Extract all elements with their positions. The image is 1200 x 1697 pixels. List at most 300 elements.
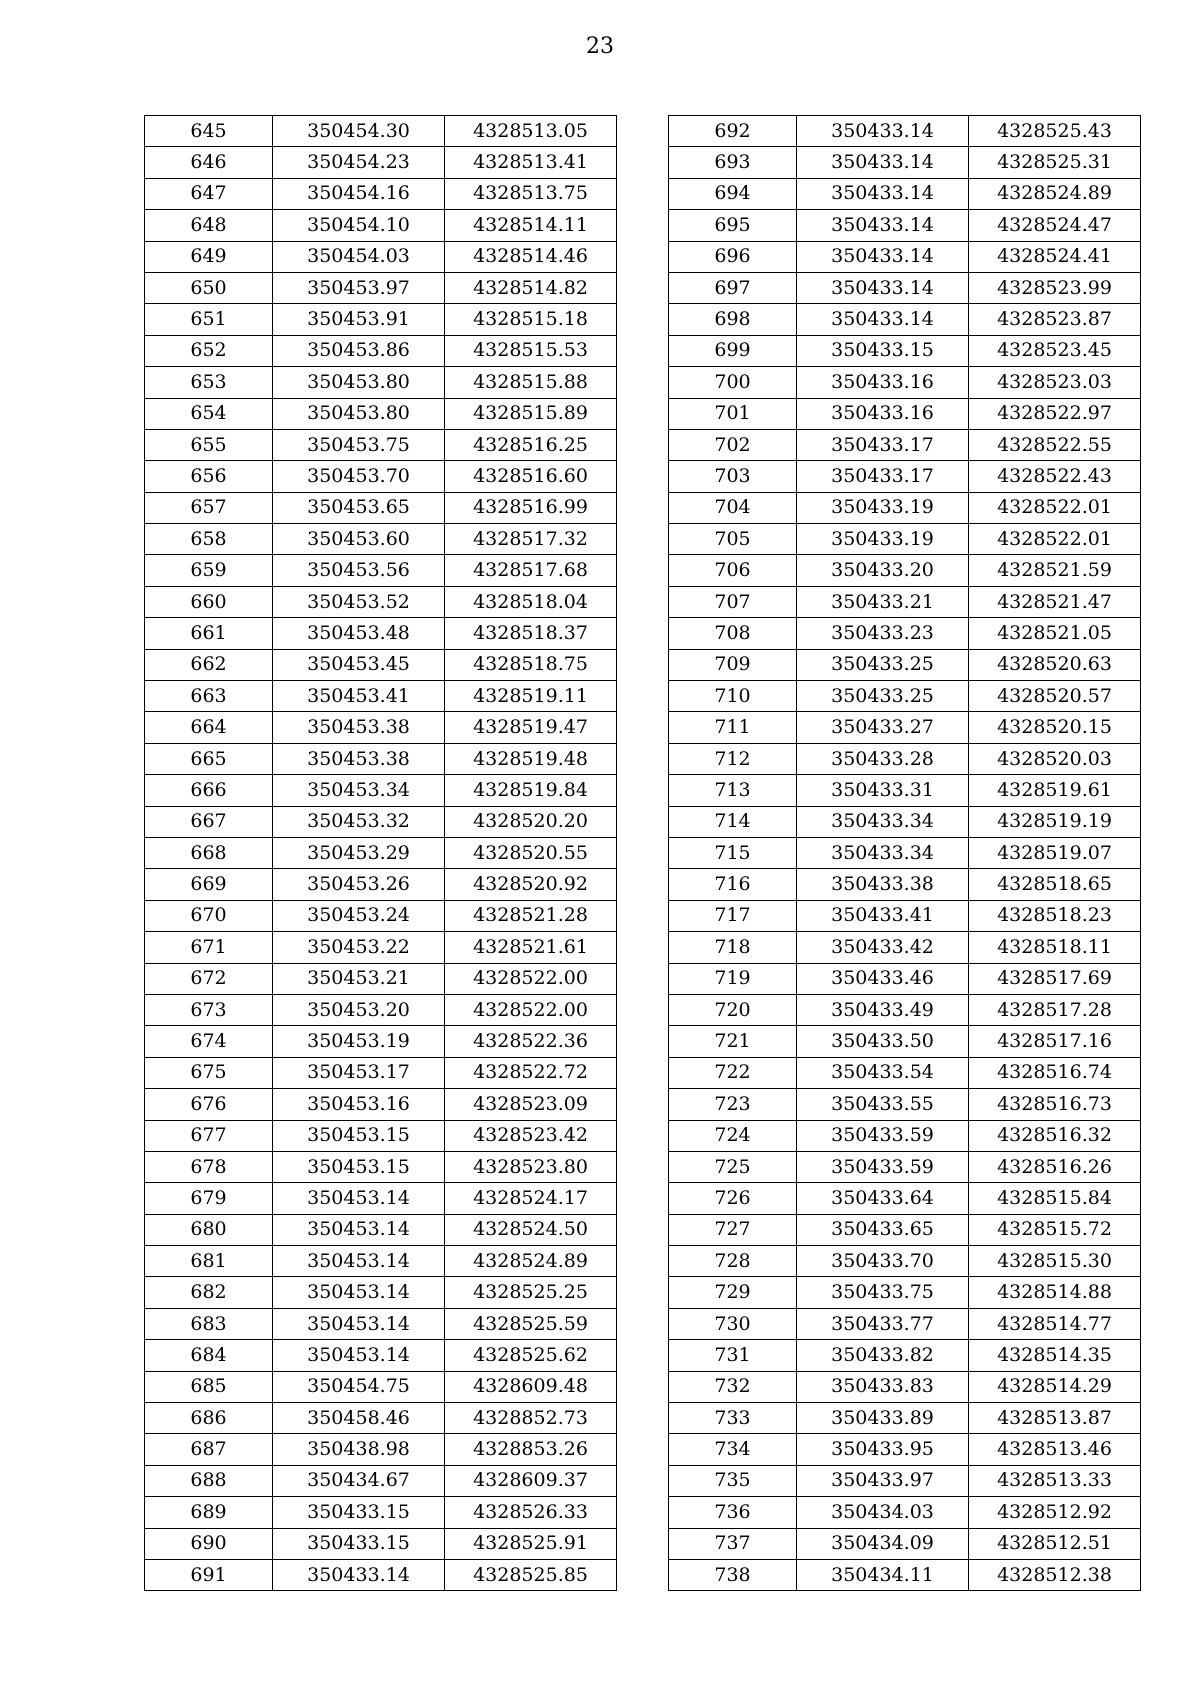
table-row <box>145 1277 617 1308</box>
table-row <box>145 524 617 555</box>
x-coordinate-cell: 350434.09 <box>797 1528 969 1559</box>
x-coordinate-cell: 350453.14 <box>273 1183 445 1214</box>
x-coordinate-cell: 350433.65 <box>797 1214 969 1245</box>
y-coordinate-cell: 4328609.48 <box>445 1371 617 1402</box>
table-row <box>145 1340 617 1371</box>
table-row <box>145 618 617 649</box>
table-row <box>669 304 1141 335</box>
y-coordinate-cell: 4328515.89 <box>445 398 617 429</box>
y-coordinate-cell: 4328516.32 <box>969 1120 1141 1151</box>
x-coordinate-cell: 350433.27 <box>797 712 969 743</box>
coordinates-table-right <box>668 115 1141 1591</box>
table-row <box>669 1559 1141 1590</box>
y-coordinate-cell: 4328512.51 <box>969 1528 1141 1559</box>
x-coordinate-cell: 350433.50 <box>797 1026 969 1057</box>
x-coordinate-cell: 350433.14 <box>797 116 969 147</box>
y-coordinate-cell: 4328523.99 <box>969 272 1141 303</box>
y-coordinate-cell: 4328520.55 <box>445 837 617 868</box>
y-coordinate-cell: 4328519.84 <box>445 775 617 806</box>
table-row <box>669 932 1141 963</box>
point-number-cell: 725 <box>669 1151 797 1182</box>
y-coordinate-cell: 4328523.45 <box>969 335 1141 366</box>
x-coordinate-cell: 350453.97 <box>273 272 445 303</box>
point-number-cell: 693 <box>669 147 797 178</box>
table-row <box>145 555 617 586</box>
x-coordinate-cell: 350453.86 <box>273 335 445 366</box>
y-coordinate-cell: 4328513.87 <box>969 1403 1141 1434</box>
y-coordinate-cell: 4328517.16 <box>969 1026 1141 1057</box>
point-number-cell: 716 <box>669 869 797 900</box>
table-row <box>145 1371 617 1402</box>
x-coordinate-cell: 350453.24 <box>273 900 445 931</box>
y-coordinate-cell: 4328522.97 <box>969 398 1141 429</box>
x-coordinate-cell: 350433.49 <box>797 994 969 1025</box>
table-row <box>145 304 617 335</box>
y-coordinate-cell: 4328522.72 <box>445 1057 617 1088</box>
y-coordinate-cell: 4328514.46 <box>445 241 617 272</box>
y-coordinate-cell: 4328524.47 <box>969 210 1141 241</box>
table-row <box>669 806 1141 837</box>
y-coordinate-cell: 4328524.41 <box>969 241 1141 272</box>
y-coordinate-cell: 4328512.38 <box>969 1559 1141 1590</box>
point-number-cell: 682 <box>145 1277 273 1308</box>
point-number-cell: 737 <box>669 1528 797 1559</box>
table-row <box>669 618 1141 649</box>
y-coordinate-cell: 4328515.18 <box>445 304 617 335</box>
x-coordinate-cell: 350453.29 <box>273 837 445 868</box>
y-coordinate-cell: 4328513.41 <box>445 147 617 178</box>
x-coordinate-cell: 350453.26 <box>273 869 445 900</box>
y-coordinate-cell: 4328525.62 <box>445 1340 617 1371</box>
x-coordinate-cell: 350433.70 <box>797 1246 969 1277</box>
point-number-cell: 696 <box>669 241 797 272</box>
point-number-cell: 705 <box>669 524 797 555</box>
y-coordinate-cell: 4328520.92 <box>445 869 617 900</box>
point-number-cell: 717 <box>669 900 797 931</box>
x-coordinate-cell: 350433.46 <box>797 963 969 994</box>
point-number-cell: 735 <box>669 1465 797 1496</box>
point-number-cell: 738 <box>669 1559 797 1590</box>
x-coordinate-cell: 350433.28 <box>797 743 969 774</box>
point-number-cell: 669 <box>145 869 273 900</box>
table-row <box>145 1183 617 1214</box>
point-number-cell: 655 <box>145 429 273 460</box>
x-coordinate-cell: 350433.41 <box>797 900 969 931</box>
x-coordinate-cell: 350433.42 <box>797 932 969 963</box>
point-number-cell: 685 <box>145 1371 273 1402</box>
x-coordinate-cell: 350433.55 <box>797 1089 969 1120</box>
y-coordinate-cell: 4328525.43 <box>969 116 1141 147</box>
table-row <box>145 1559 617 1590</box>
table-row <box>145 1151 617 1182</box>
point-number-cell: 700 <box>669 367 797 398</box>
y-coordinate-cell: 4328514.82 <box>445 272 617 303</box>
x-coordinate-cell: 350453.38 <box>273 712 445 743</box>
point-number-cell: 667 <box>145 806 273 837</box>
table-row <box>145 1214 617 1245</box>
y-coordinate-cell: 4328522.55 <box>969 429 1141 460</box>
x-coordinate-cell: 350438.98 <box>273 1434 445 1465</box>
y-coordinate-cell: 4328513.05 <box>445 116 617 147</box>
y-coordinate-cell: 4328512.92 <box>969 1497 1141 1528</box>
x-coordinate-cell: 350453.15 <box>273 1151 445 1182</box>
point-number-cell: 726 <box>669 1183 797 1214</box>
x-coordinate-cell: 350433.83 <box>797 1371 969 1402</box>
x-coordinate-cell: 350433.19 <box>797 524 969 555</box>
y-coordinate-cell: 4328515.88 <box>445 367 617 398</box>
y-coordinate-cell: 4328516.99 <box>445 492 617 523</box>
table-row <box>669 335 1141 366</box>
point-number-cell: 680 <box>145 1214 273 1245</box>
x-coordinate-cell: 350433.17 <box>797 461 969 492</box>
table-row <box>145 932 617 963</box>
point-number-cell: 646 <box>145 147 273 178</box>
point-number-cell: 692 <box>669 116 797 147</box>
point-number-cell: 702 <box>669 429 797 460</box>
x-coordinate-cell: 350454.30 <box>273 116 445 147</box>
y-coordinate-cell: 4328515.30 <box>969 1246 1141 1277</box>
y-coordinate-cell: 4328524.89 <box>445 1246 617 1277</box>
y-coordinate-cell: 4328518.23 <box>969 900 1141 931</box>
table-row <box>669 1026 1141 1057</box>
y-coordinate-cell: 4328525.31 <box>969 147 1141 178</box>
y-coordinate-cell: 4328522.00 <box>445 963 617 994</box>
x-coordinate-cell: 350453.48 <box>273 618 445 649</box>
table-row <box>669 241 1141 272</box>
x-coordinate-cell: 350434.67 <box>273 1465 445 1496</box>
point-number-cell: 684 <box>145 1340 273 1371</box>
y-coordinate-cell: 4328516.26 <box>969 1151 1141 1182</box>
table-row <box>145 492 617 523</box>
point-number-cell: 706 <box>669 555 797 586</box>
point-number-cell: 671 <box>145 932 273 963</box>
y-coordinate-cell: 4328520.20 <box>445 806 617 837</box>
x-coordinate-cell: 350433.64 <box>797 1183 969 1214</box>
table-row <box>669 461 1141 492</box>
table-row <box>145 1465 617 1496</box>
table-row <box>669 555 1141 586</box>
y-coordinate-cell: 4328519.61 <box>969 775 1141 806</box>
x-coordinate-cell: 350433.59 <box>797 1120 969 1151</box>
table-row <box>145 1497 617 1528</box>
x-coordinate-cell: 350453.80 <box>273 398 445 429</box>
point-number-cell: 703 <box>669 461 797 492</box>
y-coordinate-cell: 4328523.03 <box>969 367 1141 398</box>
table-row <box>669 1183 1141 1214</box>
x-coordinate-cell: 350453.20 <box>273 994 445 1025</box>
table-row <box>145 1089 617 1120</box>
point-number-cell: 677 <box>145 1120 273 1151</box>
point-number-cell: 695 <box>669 210 797 241</box>
table-row <box>145 116 617 147</box>
x-coordinate-cell: 350453.80 <box>273 367 445 398</box>
table-row <box>669 1465 1141 1496</box>
table-row <box>669 1214 1141 1245</box>
y-coordinate-cell: 4328523.42 <box>445 1120 617 1151</box>
y-coordinate-cell: 4328519.19 <box>969 806 1141 837</box>
point-number-cell: 697 <box>669 272 797 303</box>
y-coordinate-cell: 4328517.68 <box>445 555 617 586</box>
point-number-cell: 663 <box>145 681 273 712</box>
x-coordinate-cell: 350433.16 <box>797 367 969 398</box>
x-coordinate-cell: 350433.16 <box>797 398 969 429</box>
table-row <box>669 1434 1141 1465</box>
point-number-cell: 661 <box>145 618 273 649</box>
point-number-cell: 649 <box>145 241 273 272</box>
x-coordinate-cell: 350453.91 <box>273 304 445 335</box>
x-coordinate-cell: 350433.14 <box>797 210 969 241</box>
table-row <box>145 869 617 900</box>
x-coordinate-cell: 350433.14 <box>273 1559 445 1590</box>
point-number-cell: 681 <box>145 1246 273 1277</box>
table-row <box>669 524 1141 555</box>
y-coordinate-cell: 4328513.46 <box>969 1434 1141 1465</box>
table-row <box>669 775 1141 806</box>
point-number-cell: 675 <box>145 1057 273 1088</box>
y-coordinate-cell: 4328853.26 <box>445 1434 617 1465</box>
y-coordinate-cell: 4328521.28 <box>445 900 617 931</box>
x-coordinate-cell: 350453.16 <box>273 1089 445 1120</box>
y-coordinate-cell: 4328518.04 <box>445 586 617 617</box>
table-row <box>669 429 1141 460</box>
x-coordinate-cell: 350453.34 <box>273 775 445 806</box>
x-coordinate-cell: 350433.54 <box>797 1057 969 1088</box>
table-row <box>145 963 617 994</box>
x-coordinate-cell: 350453.17 <box>273 1057 445 1088</box>
point-number-cell: 658 <box>145 524 273 555</box>
x-coordinate-cell: 350433.25 <box>797 649 969 680</box>
x-coordinate-cell: 350433.25 <box>797 681 969 712</box>
x-coordinate-cell: 350434.03 <box>797 1497 969 1528</box>
point-number-cell: 654 <box>145 398 273 429</box>
x-coordinate-cell: 350433.14 <box>797 272 969 303</box>
y-coordinate-cell: 4328517.28 <box>969 994 1141 1025</box>
table-row <box>145 1246 617 1277</box>
y-coordinate-cell: 4328519.07 <box>969 837 1141 868</box>
table-row <box>145 1026 617 1057</box>
x-coordinate-cell: 350453.32 <box>273 806 445 837</box>
point-number-cell: 701 <box>669 398 797 429</box>
x-coordinate-cell: 350453.14 <box>273 1246 445 1277</box>
y-coordinate-cell: 4328520.63 <box>969 649 1141 680</box>
y-coordinate-cell: 4328514.29 <box>969 1371 1141 1402</box>
point-number-cell: 678 <box>145 1151 273 1182</box>
table-row <box>669 1340 1141 1371</box>
table-row <box>145 1057 617 1088</box>
x-coordinate-cell: 350453.14 <box>273 1214 445 1245</box>
y-coordinate-cell: 4328521.05 <box>969 618 1141 649</box>
table-row <box>669 900 1141 931</box>
x-coordinate-cell: 350433.17 <box>797 429 969 460</box>
y-coordinate-cell: 4328523.80 <box>445 1151 617 1182</box>
x-coordinate-cell: 350433.38 <box>797 869 969 900</box>
x-coordinate-cell: 350433.14 <box>797 178 969 209</box>
x-coordinate-cell: 350453.52 <box>273 586 445 617</box>
point-number-cell: 676 <box>145 1089 273 1120</box>
table-row <box>145 461 617 492</box>
x-coordinate-cell: 350433.19 <box>797 492 969 523</box>
table-row <box>669 649 1141 680</box>
y-coordinate-cell: 4328609.37 <box>445 1465 617 1496</box>
point-number-cell: 652 <box>145 335 273 366</box>
x-coordinate-cell: 350433.14 <box>797 241 969 272</box>
point-number-cell: 647 <box>145 178 273 209</box>
point-number-cell: 723 <box>669 1089 797 1120</box>
point-number-cell: 665 <box>145 743 273 774</box>
y-coordinate-cell: 4328518.37 <box>445 618 617 649</box>
y-coordinate-cell: 4328519.11 <box>445 681 617 712</box>
point-number-cell: 710 <box>669 681 797 712</box>
y-coordinate-cell: 4328523.87 <box>969 304 1141 335</box>
point-number-cell: 714 <box>669 806 797 837</box>
table-row <box>669 1151 1141 1182</box>
y-coordinate-cell: 4328514.11 <box>445 210 617 241</box>
x-coordinate-cell: 350433.20 <box>797 555 969 586</box>
table-row <box>669 1497 1141 1528</box>
y-coordinate-cell: 4328522.43 <box>969 461 1141 492</box>
y-coordinate-cell: 4328517.69 <box>969 963 1141 994</box>
point-number-cell: 686 <box>145 1403 273 1434</box>
table-row <box>669 994 1141 1025</box>
table-row <box>145 806 617 837</box>
x-coordinate-cell: 350433.97 <box>797 1465 969 1496</box>
y-coordinate-cell: 4328516.60 <box>445 461 617 492</box>
table-row <box>669 367 1141 398</box>
y-coordinate-cell: 4328524.50 <box>445 1214 617 1245</box>
table-row <box>145 367 617 398</box>
table-row <box>145 775 617 806</box>
x-coordinate-cell: 350453.75 <box>273 429 445 460</box>
y-coordinate-cell: 4328518.75 <box>445 649 617 680</box>
x-coordinate-cell: 350433.31 <box>797 775 969 806</box>
x-coordinate-cell: 350458.46 <box>273 1403 445 1434</box>
point-number-cell: 732 <box>669 1371 797 1402</box>
point-number-cell: 651 <box>145 304 273 335</box>
x-coordinate-cell: 350434.11 <box>797 1559 969 1590</box>
table-row <box>145 1120 617 1151</box>
table-row <box>669 586 1141 617</box>
table-row <box>669 1246 1141 1277</box>
point-number-cell: 698 <box>669 304 797 335</box>
point-number-cell: 699 <box>669 335 797 366</box>
table-row <box>145 994 617 1025</box>
y-coordinate-cell: 4328522.36 <box>445 1026 617 1057</box>
table-row <box>669 1089 1141 1120</box>
table-row <box>669 1528 1141 1559</box>
x-coordinate-cell: 350433.34 <box>797 837 969 868</box>
table-row <box>145 178 617 209</box>
table-row <box>669 712 1141 743</box>
point-number-cell: 724 <box>669 1120 797 1151</box>
x-coordinate-cell: 350453.14 <box>273 1277 445 1308</box>
table-row <box>145 1403 617 1434</box>
table-row <box>145 272 617 303</box>
y-coordinate-cell: 4328525.91 <box>445 1528 617 1559</box>
x-coordinate-cell: 350454.16 <box>273 178 445 209</box>
y-coordinate-cell: 4328519.48 <box>445 743 617 774</box>
point-number-cell: 668 <box>145 837 273 868</box>
table-row <box>145 712 617 743</box>
y-coordinate-cell: 4328526.33 <box>445 1497 617 1528</box>
x-coordinate-cell: 350454.03 <box>273 241 445 272</box>
y-coordinate-cell: 4328522.00 <box>445 994 617 1025</box>
point-number-cell: 704 <box>669 492 797 523</box>
x-coordinate-cell: 350454.75 <box>273 1371 445 1402</box>
y-coordinate-cell: 4328514.35 <box>969 1340 1141 1371</box>
table-row <box>669 743 1141 774</box>
point-number-cell: 711 <box>669 712 797 743</box>
point-number-cell: 670 <box>145 900 273 931</box>
table-row <box>669 1403 1141 1434</box>
table-row <box>145 900 617 931</box>
point-number-cell: 650 <box>145 272 273 303</box>
point-number-cell: 730 <box>669 1308 797 1339</box>
x-coordinate-cell: 350433.89 <box>797 1403 969 1434</box>
x-coordinate-cell: 350433.23 <box>797 618 969 649</box>
table-row <box>145 1528 617 1559</box>
y-coordinate-cell: 4328520.57 <box>969 681 1141 712</box>
point-number-cell: 645 <box>145 116 273 147</box>
point-number-cell: 689 <box>145 1497 273 1528</box>
x-coordinate-cell: 350453.60 <box>273 524 445 555</box>
point-number-cell: 660 <box>145 586 273 617</box>
y-coordinate-cell: 4328525.85 <box>445 1559 617 1590</box>
x-coordinate-cell: 350453.15 <box>273 1120 445 1151</box>
y-coordinate-cell: 4328524.17 <box>445 1183 617 1214</box>
table-row <box>669 837 1141 868</box>
x-coordinate-cell: 350453.14 <box>273 1308 445 1339</box>
point-number-cell: 679 <box>145 1183 273 1214</box>
table-row <box>145 837 617 868</box>
x-coordinate-cell: 350453.56 <box>273 555 445 586</box>
table-row <box>145 1308 617 1339</box>
table-row <box>145 1434 617 1465</box>
y-coordinate-cell: 4328514.88 <box>969 1277 1141 1308</box>
point-number-cell: 687 <box>145 1434 273 1465</box>
y-coordinate-cell: 4328523.09 <box>445 1089 617 1120</box>
point-number-cell: 691 <box>145 1559 273 1590</box>
table-row <box>145 398 617 429</box>
x-coordinate-cell: 350433.15 <box>273 1528 445 1559</box>
point-number-cell: 720 <box>669 994 797 1025</box>
point-number-cell: 719 <box>669 963 797 994</box>
point-number-cell: 707 <box>669 586 797 617</box>
table-row <box>145 241 617 272</box>
x-coordinate-cell: 350453.22 <box>273 932 445 963</box>
table-row <box>145 210 617 241</box>
point-number-cell: 688 <box>145 1465 273 1496</box>
x-coordinate-cell: 350454.10 <box>273 210 445 241</box>
point-number-cell: 664 <box>145 712 273 743</box>
y-coordinate-cell: 4328513.33 <box>969 1465 1141 1496</box>
point-number-cell: 712 <box>669 743 797 774</box>
point-number-cell: 648 <box>145 210 273 241</box>
y-coordinate-cell: 4328525.59 <box>445 1308 617 1339</box>
coordinates-table-left <box>144 115 617 1591</box>
y-coordinate-cell: 4328521.47 <box>969 586 1141 617</box>
point-number-cell: 683 <box>145 1308 273 1339</box>
point-number-cell: 709 <box>669 649 797 680</box>
y-coordinate-cell: 4328525.25 <box>445 1277 617 1308</box>
point-number-cell: 729 <box>669 1277 797 1308</box>
y-coordinate-cell: 4328518.11 <box>969 932 1141 963</box>
x-coordinate-cell: 350433.77 <box>797 1308 969 1339</box>
point-number-cell: 734 <box>669 1434 797 1465</box>
point-number-cell: 656 <box>145 461 273 492</box>
table-row <box>145 147 617 178</box>
table-row <box>669 210 1141 241</box>
y-coordinate-cell: 4328852.73 <box>445 1403 617 1434</box>
